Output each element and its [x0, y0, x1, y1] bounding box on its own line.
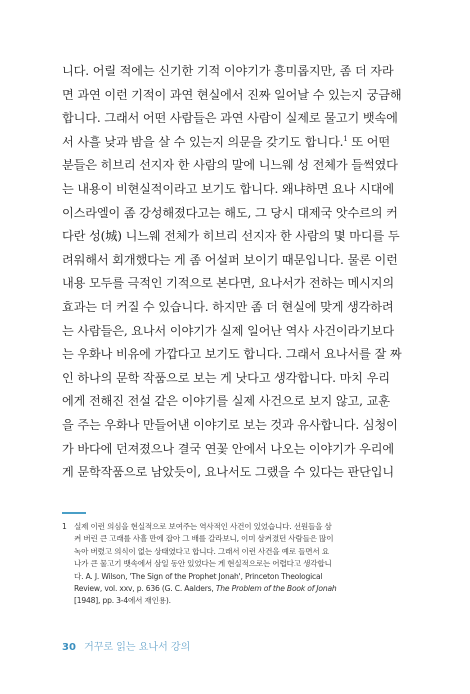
body-line-text: 서 사흘 낮과 밤을 살 수 있는지 의문을 갖기도 합니다. [62, 134, 344, 149]
footnote-book-title: The Problem of the Book of Jonah [215, 584, 337, 594]
footnote-line: 다. A. J. Wilson, 'The Sign of the Prophet Jonah', Princeton Theological [74, 571, 323, 581]
footnote-line: 켜 버린 큰 고래를 사흘 만에 잡아 그 배를 갈라보니, 이미 삼켜졌던 사람들은 많이 [74, 534, 334, 544]
page-footer [62, 638, 190, 653]
footnote-divider [62, 512, 86, 514]
body-line: 다란 성(城) 니느웨 전체가 히브리 선지자 한 사람의 몇 마디를 두 [62, 229, 400, 244]
footnote-line: 나가 큰 물고기 뱃속에서 삼일 동안 있었다는 게 현실적으로는 어렵다고 생각합니 [74, 559, 332, 569]
footnote [62, 521, 414, 608]
body-line: 분들은 히브리 선지자 한 사람의 말에 니느웨 성 전체가 들썩였다 [62, 158, 398, 173]
body-line: 합니다. 그래서 어떤 사람들은 과연 사람이 실제로 물고기 뱃속에 [62, 111, 398, 126]
body-line: 인 하나의 문학 작품으로 보는 게 낫다고 생각합니다. 마치 우리 [62, 370, 390, 385]
body-line-continuation: 또 어떤 [347, 134, 390, 149]
body-line: 에게 전해진 전설 같은 이야기를 실제 사건으로 보지 않고, 교훈 [62, 394, 390, 409]
body-line: 효과는 더 커질 수 있습니다. 하지만 좀 더 현실에 맞게 생각하려 [62, 299, 394, 314]
body-line [62, 131, 414, 155]
body-line: 니다. 어릴 적에는 신기한 기적 이야기가 흥미롭지만, 좀 더 자라 [62, 64, 394, 78]
body-line: 는 사람들은, 요나서 이야기가 실제 일어난 역사 사건이라기보다 [62, 323, 394, 338]
footnote-number: 1 [62, 522, 67, 531]
footnote-line [74, 583, 414, 595]
body-line: 을 주는 우화나 만들어낸 이야기로 보는 것과 유사합니다. 심청이 [62, 417, 398, 432]
footnote-line: [1948], pp. 3-4에서 재인용). [74, 596, 171, 606]
footnote-citation: Review, vol. xxv, p. 636 (G. C. Aalders, [74, 584, 216, 594]
page-number: 30 [62, 642, 76, 653]
body-line: 게 문학작품으로 남았듯이, 요나서도 그랬을 수 있다는 판단입니 [62, 465, 394, 480]
body-line: 려워해서 회개했다는 게 좀 어설퍼 보이기 때문입니다. 물론 이런 [62, 252, 398, 267]
footnote-line: 실제 이런 의심을 현실적으로 보여주는 역사적인 사건이 있었습니다. 선원들을 삼 [74, 522, 332, 531]
body-line: 내용 모두를 극적인 기적으로 본다면, 요나서가 전하는 메시지의 [62, 276, 394, 291]
running-title: 거꾸로 읽는 요나서 강의 [84, 642, 191, 653]
body-line: 는 우화나 비유에 가깝다고 보기도 합니다. 그래서 요나서를 잘 짜 [62, 347, 402, 362]
footnote-marker[interactable]: 1 [343, 134, 348, 143]
body-line: 는 내용이 비현실적이라고 보기도 합니다. 왜냐하면 요나 시대에 [62, 181, 394, 196]
body-line: 가 바다에 던져졌으나 결국 연꽃 안에서 나오는 이야기가 우리에 [62, 441, 394, 456]
body-text [62, 60, 414, 485]
footnote-line: 녹아 버렸고 의식이 없는 상태였다고 합니다. 그래서 이런 사건을 예로 들면서 요 [74, 546, 329, 556]
body-line: 면 과연 이런 기적이 과연 현실에서 진짜 일어날 수 있는지 궁금해 [62, 87, 402, 102]
body-line: 이스라엘이 좀 강성해졌다고는 해도, 그 당시 대제국 앗수르의 커 [62, 205, 398, 220]
